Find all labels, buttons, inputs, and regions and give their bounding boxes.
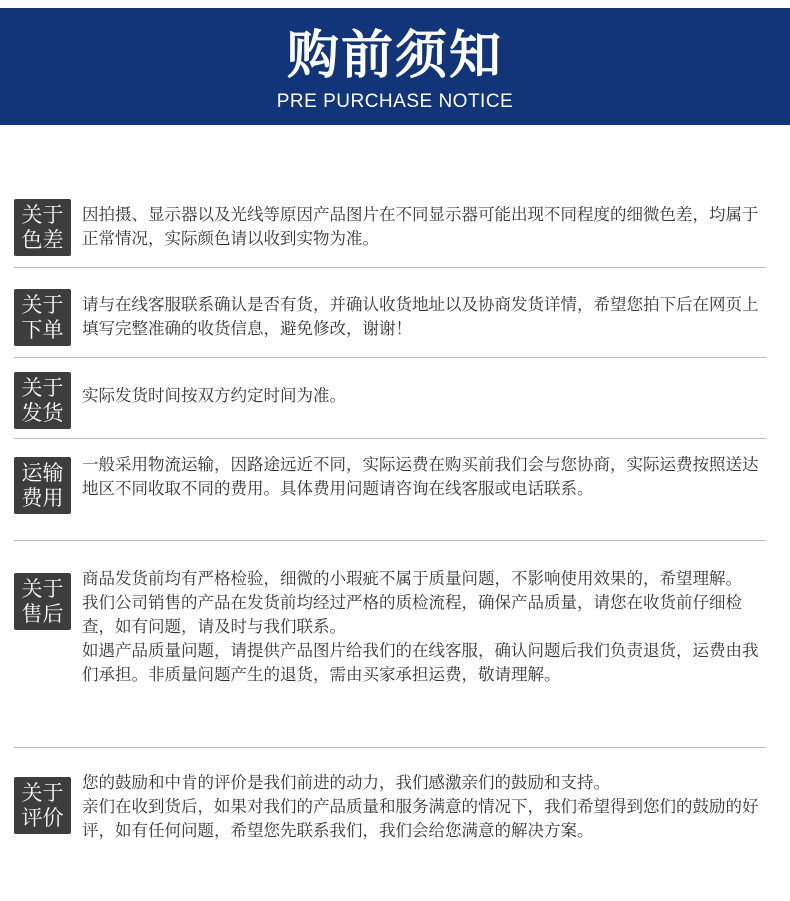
paragraph: 您的鼓励和中肯的评价是我们前进的动力，我们感激亲们的鼓励和支持。 (82, 773, 610, 792)
tag-line-2: 售后 (21, 601, 64, 626)
paragraph: 我们公司销售的产品在发货前均经过严格的质检流程，确保产品质量，请您在收货前仔细检查，如有问题，请及时与我们联系。 (82, 593, 742, 636)
section-tag (14, 573, 71, 630)
header-banner (0, 8, 790, 125)
section-tag (14, 777, 71, 834)
divider (14, 357, 766, 358)
paragraph: 请与在线客服联系确认是否有货，并确认收货地址以及协商发货详情，希望您拍下后在网页上填写完整准确的收货信息，避免修改，谢谢！ (82, 295, 759, 338)
tag-line-1: 关于 (21, 780, 64, 805)
tag-line-1: 运输 (21, 460, 64, 485)
tag-line-2: 评价 (21, 805, 64, 830)
divider (14, 540, 766, 541)
divider (14, 747, 766, 748)
page-title: 购前须知 (286, 26, 503, 86)
divider (14, 267, 766, 268)
section-text (82, 203, 766, 251)
tag-line-2: 费用 (21, 485, 64, 510)
section-text (82, 293, 766, 341)
paragraph: 商品发货前均有严格检验，细微的小瑕疵不属于质量问题，不影响使用效果的，希望理解。 (82, 569, 742, 588)
section-text (82, 771, 766, 843)
paragraph: 实际发货时间按双方约定时间为准。 (82, 386, 346, 405)
tag-line-1: 关于 (21, 375, 64, 400)
section-tag (14, 199, 71, 256)
tag-line-2: 下单 (21, 317, 64, 342)
tag-line-2: 发货 (21, 400, 64, 425)
section-tag (14, 372, 71, 429)
paragraph: 如遇产品质量问题，请提供产品图片给我们的在线客服，确认问题后我们负责退货，运费由我们承担。非质量问题产生的退货，需由买家承担运费，敬请理解。 (82, 641, 759, 684)
tag-line-1: 关于 (21, 202, 64, 227)
section-text (82, 384, 766, 408)
paragraph: 一般采用物流运输，因路途远近不同，实际运费在购买前我们会与您协商，实际运费按照送达地区不同收取不同的费用。具体费用问题请咨询在线客服或电话联系。 (82, 455, 759, 498)
section-text (82, 453, 766, 501)
section-text (82, 567, 766, 687)
tag-line-1: 关于 (21, 576, 64, 601)
page-subtitle: PRE PURCHASE NOTICE (276, 91, 514, 112)
tag-line-1: 关于 (21, 292, 64, 317)
section-tag (14, 457, 71, 514)
tag-line-2: 色差 (21, 227, 64, 252)
section-tag (14, 289, 71, 346)
paragraph: 因拍摄、显示器以及光线等原因产品图片在不同显示器可能出现不同程度的细微色差，均属于正常情况，实际颜色请以收到实物为准。 (82, 205, 759, 248)
paragraph: 亲们在收到货后，如果对我们的产品质量和服务满意的情况下，我们希望得到您们的鼓励的好评，如有任何问题，希望您先联系我们，我们会给您满意的解决方案。 (82, 797, 759, 840)
divider (14, 438, 766, 439)
